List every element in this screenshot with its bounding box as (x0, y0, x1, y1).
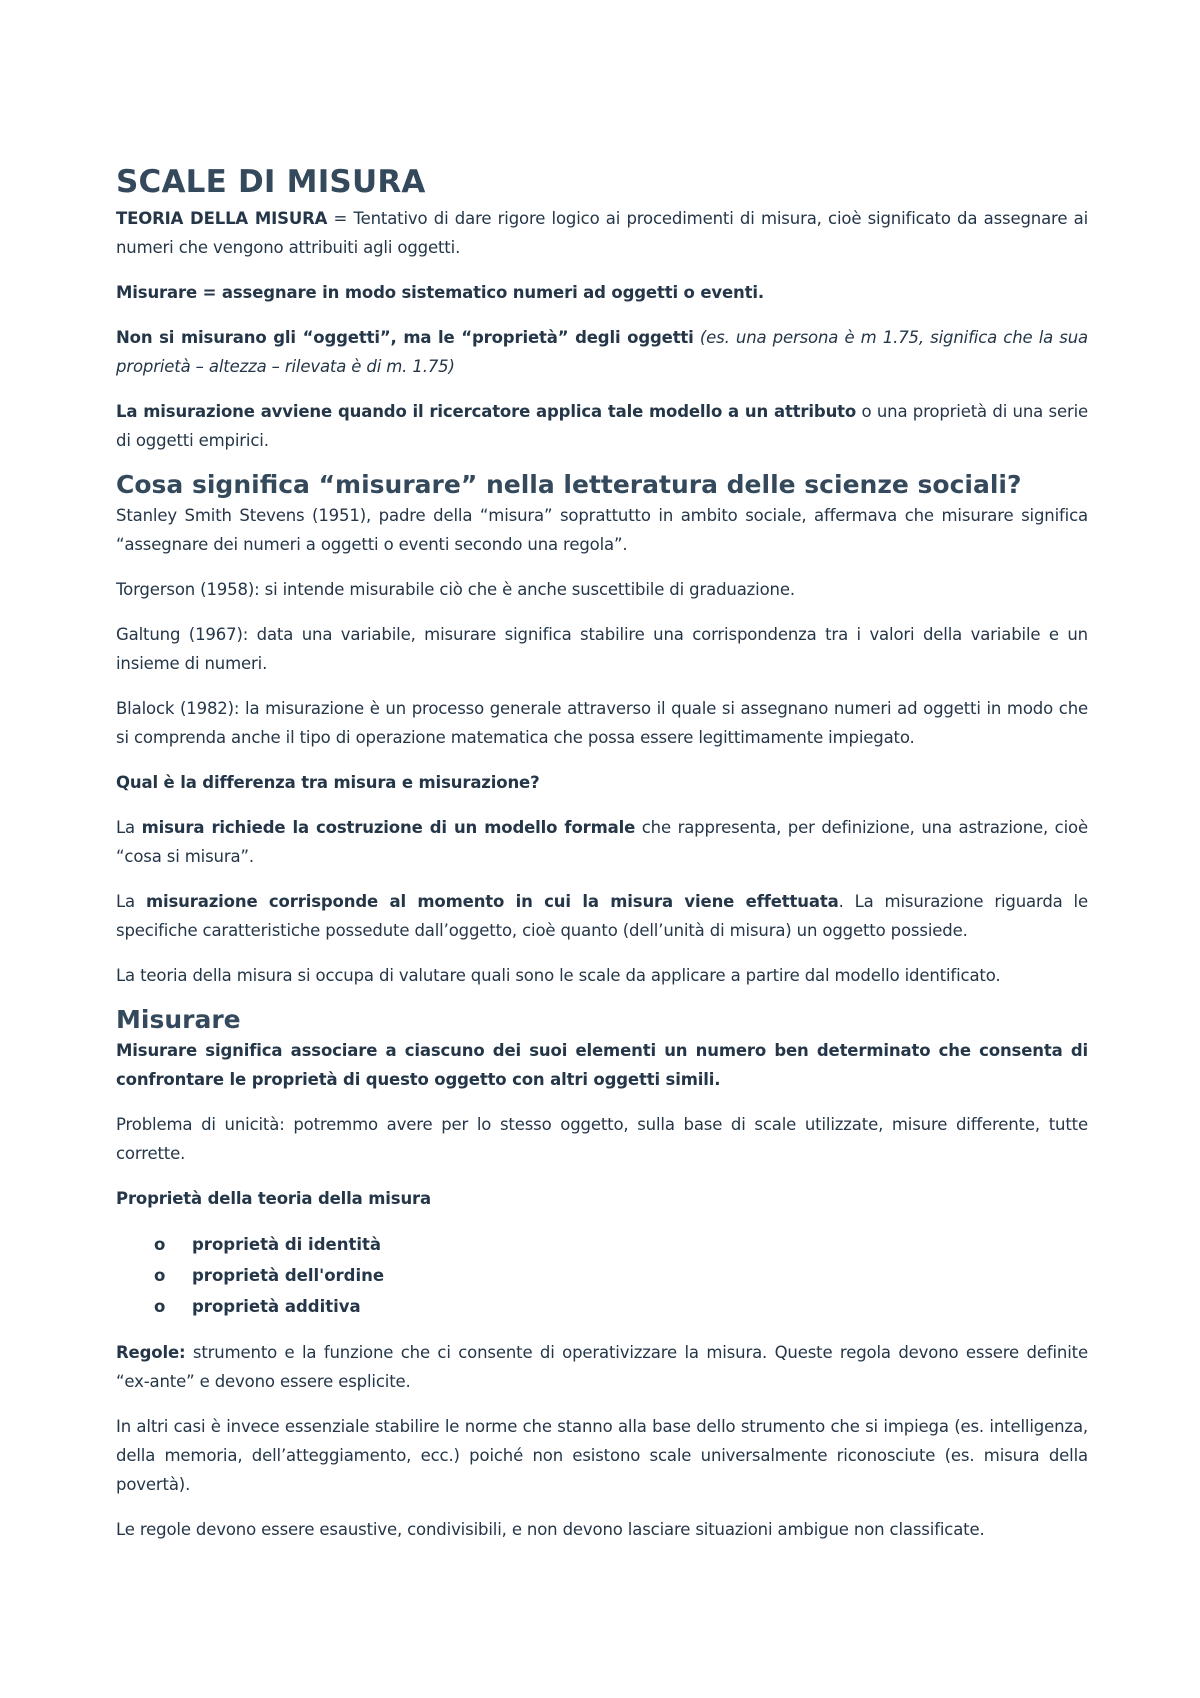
misurazione-paragraph (116, 397, 1088, 455)
differenza-question (116, 768, 1088, 797)
list-item (116, 1291, 1088, 1322)
misurazione-bold: La misurazione avviene quando il ricercatore applica tale modello a un attributo (116, 402, 857, 421)
galtung-paragraph: Galtung (1967): data una variabile, misurare significa stabilire una corrispondenza tra i valori della variabile e un insieme di numeri. (116, 625, 1088, 673)
misura-bold: misura richiede la costruzione di un modello formale (141, 818, 636, 837)
bullet-icon: o (154, 1235, 166, 1254)
list-item-label: proprietà additiva (192, 1297, 361, 1316)
misurazione-momento-bold: misurazione corrisponde al momento in cui la misura viene effettuata (145, 892, 839, 911)
proprieta-heading (116, 1184, 1088, 1213)
heading-cosa-significa: Cosa significa “misurare” nella letteratura delle scienze sociali? (116, 470, 1022, 499)
bullet-icon: o (154, 1266, 166, 1285)
oggetti-bold: Non si misurano gli “oggetti”, ma le “proprietà” degli oggetti (116, 328, 694, 347)
regole-text: strumento e la funzione che ci consente di operativizzare la misura. Queste regola devono essere definite “ex-ante” e devono essere esplicite. (116, 1343, 1088, 1391)
regole-paragraph (116, 1338, 1088, 1396)
unicita-paragraph: Problema di unicità: potremmo avere per lo stesso oggetto, sulla base di scale utilizzate, misure differente, tutte corrette. (116, 1115, 1088, 1163)
teoria-paragraph (116, 204, 1088, 262)
heading-misurare: Misurare (116, 1005, 241, 1034)
list-item-label: proprietà di identità (192, 1235, 382, 1254)
oggetti-paragraph (116, 323, 1088, 381)
misurazione-momento-paragraph (116, 887, 1088, 945)
differenza-question-text: Qual è la differenza tra misura e misurazione? (116, 773, 540, 792)
teoria-scale-paragraph: La teoria della misura si occupa di valutare quali sono le scale da applicare a partire dal modello identificato. (116, 966, 1001, 985)
teoria-text: = Tentativo di dare rigore logico ai procedimenti di misura, cioè significato da assegnare ai numeri che vengono attribuiti agli oggetti. (116, 209, 1089, 257)
page-title: SCALE DI MISURA (116, 164, 426, 200)
misurazione-momento-text: . La misurazione riguarda le specifiche caratteristiche possedute dall’oggetto, cioè quanto (dell’unità di misura) un oggetto possiede. (116, 892, 1088, 940)
misurazione-lead: La (116, 892, 146, 911)
list-item-label: proprietà dell'ordine (192, 1266, 385, 1285)
misurare-definition-text: Misurare = assegnare in modo sistematico numeri ad oggetti o eventi. (116, 283, 764, 302)
regole-bold: Regole: (116, 1343, 186, 1362)
misurare-definition (116, 278, 1088, 307)
misurare-significa-paragraph (116, 1036, 1088, 1094)
misurazione-text: o una proprietà di una serie di oggetti empirici. (116, 402, 1089, 450)
misura-paragraph (116, 813, 1088, 871)
regole-esaustive-paragraph: Le regole devono essere esaustive, condivisibili, e non devono lasciare situazioni ambigue non classificate. (116, 1520, 985, 1539)
list-item (116, 1229, 1088, 1260)
teoria-term: TEORIA DELLA MISURA (116, 209, 328, 228)
oggetti-example: (es. una persona è m 1.75, significa che la sua proprietà – altezza – rilevata è di m. 1.75) (116, 328, 1088, 376)
proprieta-heading-text: Proprietà della teoria della misura (116, 1189, 432, 1208)
altri-casi-paragraph: In altri casi è invece essenziale stabilire le norme che stanno alla base dello strumento che si impiega (es. intelligenza, della memoria, dell’atteggiamento, ecc.) poiché non esistono scale universalmente riconosciute (es. misura della povertà). (116, 1417, 1088, 1494)
misura-lead: La (116, 818, 142, 837)
torgerson-paragraph: Torgerson (1958): si intende misurabile ciò che è anche suscettibile di graduazione. (116, 580, 795, 599)
misurare-significa-text: Misurare significa associare a ciascuno dei suoi elementi un numero ben determinato che consenta di confrontare le proprietà di questo oggetto con altri oggetti simili. (116, 1041, 1088, 1089)
blalock-paragraph: Blalock (1982): la misurazione è un processo generale attraverso il quale si assegnano numeri ad oggetti in modo che si comprenda anche il tipo di operazione matematica che possa essere legittimamente impiegato. (116, 699, 1088, 747)
stevens-paragraph: Stanley Smith Stevens (1951), padre della “misura” soprattutto in ambito sociale, affermava che misurare significa “assegnare dei numeri a oggetti o eventi secondo una regola”. (116, 506, 1088, 554)
document-page (116, 160, 1088, 1544)
list-item (116, 1260, 1088, 1291)
proprieta-list (116, 1229, 1088, 1322)
bullet-icon: o (154, 1297, 166, 1316)
misura-text: che rappresenta, per definizione, una astrazione, cioè “cosa si misura”. (116, 818, 1088, 866)
